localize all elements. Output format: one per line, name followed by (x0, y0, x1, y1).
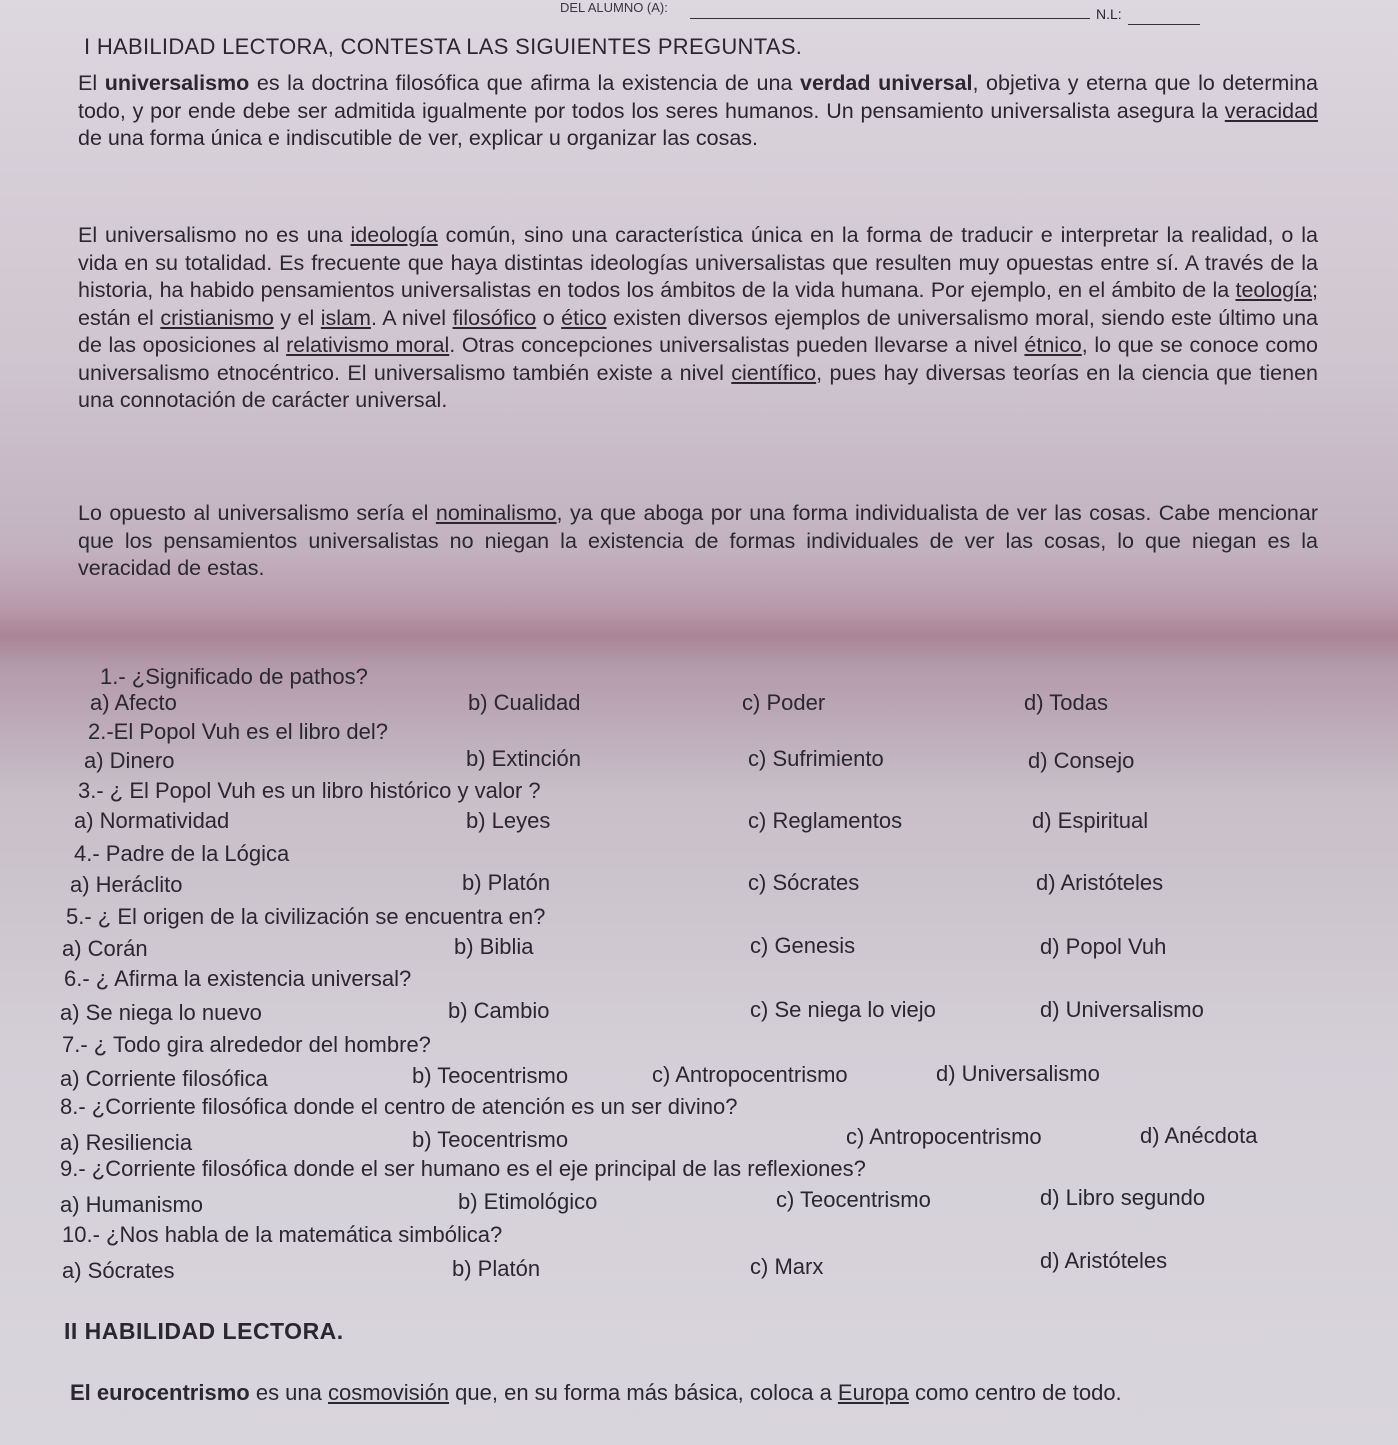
option-a[interactable]: a) Normatividad (74, 808, 230, 833)
question-text: 9.- ¿Corriente filosófica donde el ser humano es el eje principal de las reflexiones? (60, 1156, 866, 1181)
option-d[interactable]: d) Espiritual (1032, 808, 1149, 833)
option-b[interactable]: b) Teocentrismo (412, 1127, 569, 1152)
option-b[interactable]: b) Platón (452, 1256, 541, 1281)
nl-line[interactable] (1128, 24, 1200, 25)
option-b[interactable]: b) Teocentrismo (412, 1063, 569, 1088)
option-a[interactable]: a) Resiliencia (60, 1130, 193, 1155)
option-b[interactable]: b) Etimológico (458, 1189, 598, 1214)
option-a[interactable]: a) Humanismo (60, 1192, 204, 1217)
option-b[interactable]: b) Cambio (448, 998, 550, 1023)
option-a[interactable]: a) Corán (62, 936, 148, 961)
option-c[interactable]: c) Sócrates (748, 870, 860, 895)
option-b[interactable]: b) Extinción (466, 746, 581, 771)
option-d[interactable]: d) Libro segundo (1040, 1185, 1206, 1210)
option-b[interactable]: b) Leyes (466, 808, 551, 833)
option-b[interactable]: b) Cualidad (468, 690, 581, 715)
option-d[interactable]: d) Aristóteles (1040, 1248, 1168, 1273)
question-text: 8.- ¿Corriente filosófica donde el centro de atención es un ser divino? (60, 1094, 738, 1119)
option-c[interactable]: c) Poder (742, 690, 826, 715)
option-a[interactable]: a) Dinero (84, 748, 175, 773)
question-text: 6.- ¿ Afirma la existencia universal? (64, 966, 412, 991)
section-2-title: II HABILIDAD LECTORA. (64, 1318, 344, 1344)
option-c[interactable]: c) Reglamentos (748, 808, 903, 833)
question-text: 2.-El Popol Vuh es el libro del? (88, 719, 389, 744)
section-2-paragraph: El eurocentrismo es una cosmovisión que, en su forma más básica, coloca a Europa como centro de todo. (70, 1380, 1122, 1405)
question-text: 4.- Padre de la Lógica (74, 841, 290, 866)
option-c[interactable]: c) Sufrimiento (748, 746, 884, 771)
option-c[interactable]: c) Genesis (750, 933, 856, 958)
paragraph-3: Lo opuesto al universalismo sería el nominalismo, ya que aboga por una forma individualista de ver las cosas. Cabe mencionar que los pensamientos universalistas no niegan la existencia de formas individuales de ver las cosas, lo que niegan es la veracidad de estas. (78, 501, 1318, 580)
option-c[interactable]: c) Antropocentrismo (846, 1124, 1042, 1149)
option-a[interactable]: a) Corriente filosófica (60, 1066, 268, 1091)
option-d[interactable]: d) Anécdota (1140, 1123, 1258, 1148)
question-text: 3.- ¿ El Popol Vuh es un libro histórico y valor ? (78, 778, 541, 803)
option-b[interactable]: b) Platón (462, 870, 551, 895)
option-d[interactable]: d) Universalismo (936, 1061, 1100, 1086)
option-d[interactable]: d) Consejo (1028, 748, 1135, 773)
option-a[interactable]: a) Heráclito (70, 872, 183, 897)
option-d[interactable]: d) Todas (1024, 690, 1108, 715)
paragraph-2: El universalismo no es una ideología común, sino una característica única en la forma de traducir e interpretar la realidad, o la vida en su totalidad. Es frecuente que haya distintas ideologías universalistas que resulten muy opuestas entre sí. A través de la historia, ha habido pensamientos universalistas en todos los ámbitos de la vida humana. Por ejemplo, en el ámbito de la teología; están el cristianismo y el islam. A nivel filosófico o ético existen diversos ejemplos de universalismo moral, siendo este último una de las oposiciones al relativismo moral. Otras concepciones universalistas pueden llevarse a nivel étnico, lo que se conoce como universalismo etnocéntrico. El universalismo también existe a nivel científico, pues hay diversas teorías en la ciencia que tienen una connotación de carácter universal. (78, 223, 1318, 412)
option-d[interactable]: d) Universalismo (1040, 997, 1204, 1022)
option-c[interactable]: c) Se niega lo viejo (750, 997, 936, 1022)
question-text: 1.- ¿Significado de pathos? (100, 664, 368, 689)
option-c[interactable]: c) Marx (750, 1254, 824, 1279)
option-d[interactable]: d) Popol Vuh (1040, 934, 1167, 959)
question-text: 7.- ¿ Todo gira alrededor del hombre? (62, 1032, 431, 1057)
question-text: 5.- ¿ El origen de la civilización se encuentra en? (66, 904, 546, 929)
section-1-title: I HABILIDAD LECTORA, CONTESTA LAS SIGUIENTES PREGUNTAS. (84, 34, 803, 59)
question-text: 10.- ¿Nos habla de la matemática simbólica? (62, 1222, 503, 1247)
option-c[interactable]: c) Teocentrismo (776, 1187, 931, 1212)
option-a[interactable]: a) Afecto (90, 690, 177, 715)
option-d[interactable]: d) Aristóteles (1036, 870, 1164, 895)
option-c[interactable]: c) Antropocentrismo (652, 1062, 848, 1087)
option-a[interactable]: a) Se niega lo nuevo (60, 1000, 262, 1025)
nl-label: N.L: (1096, 6, 1122, 22)
student-name-label: DEL ALUMNO (A): (560, 0, 668, 15)
paragraph-1: El universalismo es la doctrina filosófica que afirma la existencia de una verdad universal, objetiva y eterna que lo determina todo, y por ende debe ser admitida igualmente por todos los seres humanos. Un pensamiento universalista asegura la veracidad de una forma única e indiscutible de ver, explicar u organizar las cosas. (78, 71, 1318, 150)
option-a[interactable]: a) Sócrates (62, 1258, 175, 1283)
student-name-line[interactable] (690, 18, 1090, 19)
option-b[interactable]: b) Biblia (454, 934, 534, 959)
